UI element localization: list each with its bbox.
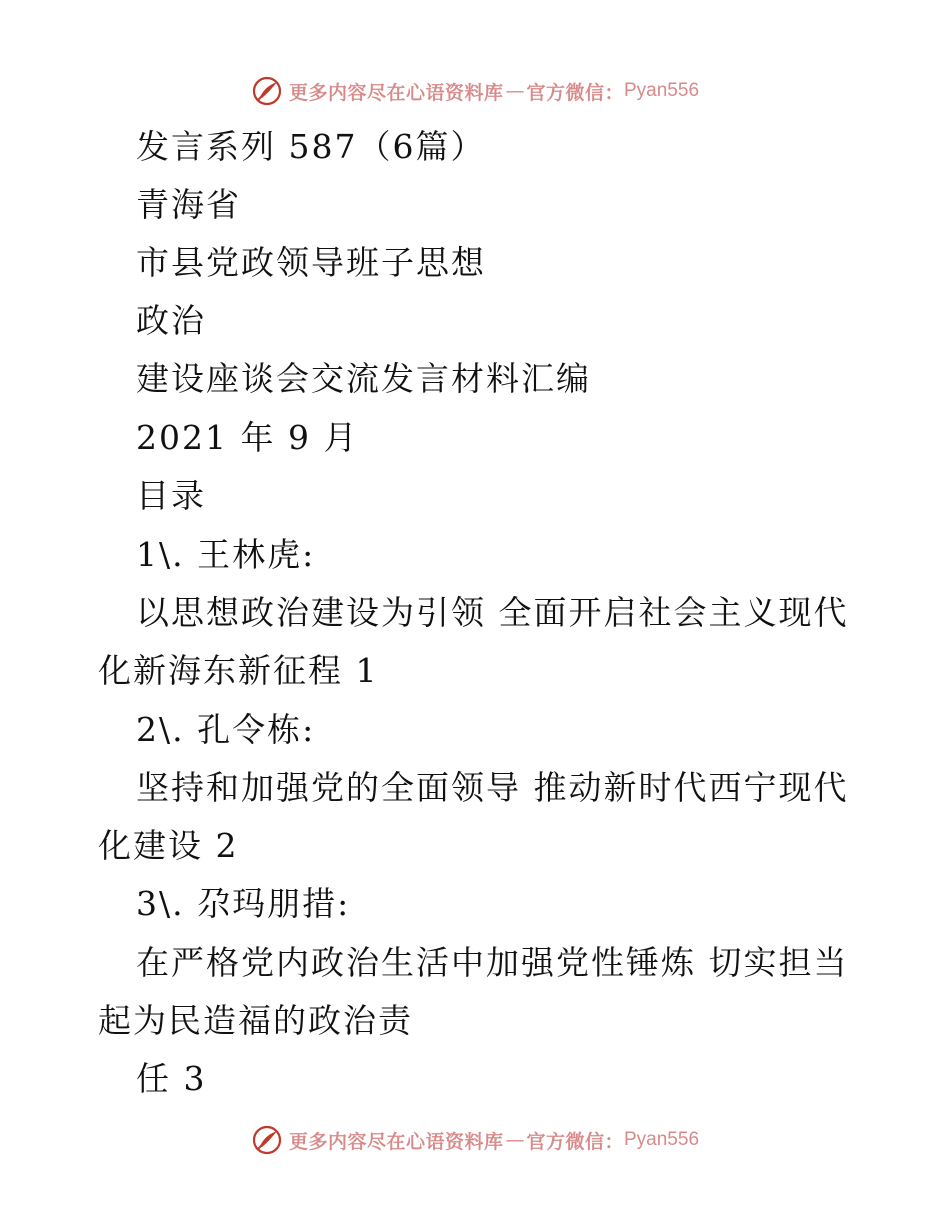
- toc-entry-title: 坚持和加强党的全面领导 推动新时代西宁现代: [136, 768, 849, 807]
- watermark-wechat-label: 官方微信：: [526, 81, 624, 104]
- toc-entry-title: 在严格党内政治生活中加强党性锤炼 切实担当: [136, 943, 849, 982]
- toc-heading: 目录: [136, 476, 206, 515]
- doc-title-line: 建设座谈会交流发言材料汇编: [136, 359, 591, 398]
- doc-title-series: 发言系列 587（6篇）: [136, 127, 486, 166]
- watermark-brand: 更多内容尽在心语资料库: [288, 1130, 504, 1153]
- watermark-separator: —: [505, 80, 525, 102]
- doc-date: 2021 年 9 月: [136, 418, 359, 457]
- toc-entry-title: 起为民造福的政治责: [98, 1001, 413, 1040]
- watermark-separator: —: [505, 1129, 525, 1151]
- toc-entry-author: 3\. 尕玛朋措:: [136, 884, 351, 923]
- toc-entry-author: 1\. 王林虎:: [136, 535, 316, 574]
- toc-entry-title: 化新海东新征程 1: [98, 651, 379, 690]
- watermark-wechat-id: Pyan556: [624, 1129, 700, 1150]
- watermark-wechat-id: Pyan556: [624, 80, 700, 101]
- doc-title-line: 市县党政领导班子思想: [136, 243, 486, 282]
- watermark-brand: 更多内容尽在心语资料库: [288, 81, 504, 104]
- toc-entry-title: 化建设 2: [98, 826, 239, 865]
- toc-entry-title: 任 3: [136, 1059, 207, 1098]
- watermark-footer: [0, 1120, 950, 1160]
- toc-entry-title: 以思想政治建设为引领 全面开启社会主义现代: [136, 593, 849, 632]
- toc-entry-author: 2\. 孔令栋:: [136, 710, 316, 749]
- doc-title-province: 青海省: [136, 185, 241, 224]
- watermark-wechat-label: 官方微信：: [526, 1130, 624, 1153]
- doc-title-line: 政治: [136, 301, 206, 340]
- feather-seal-icon: [251, 1124, 283, 1156]
